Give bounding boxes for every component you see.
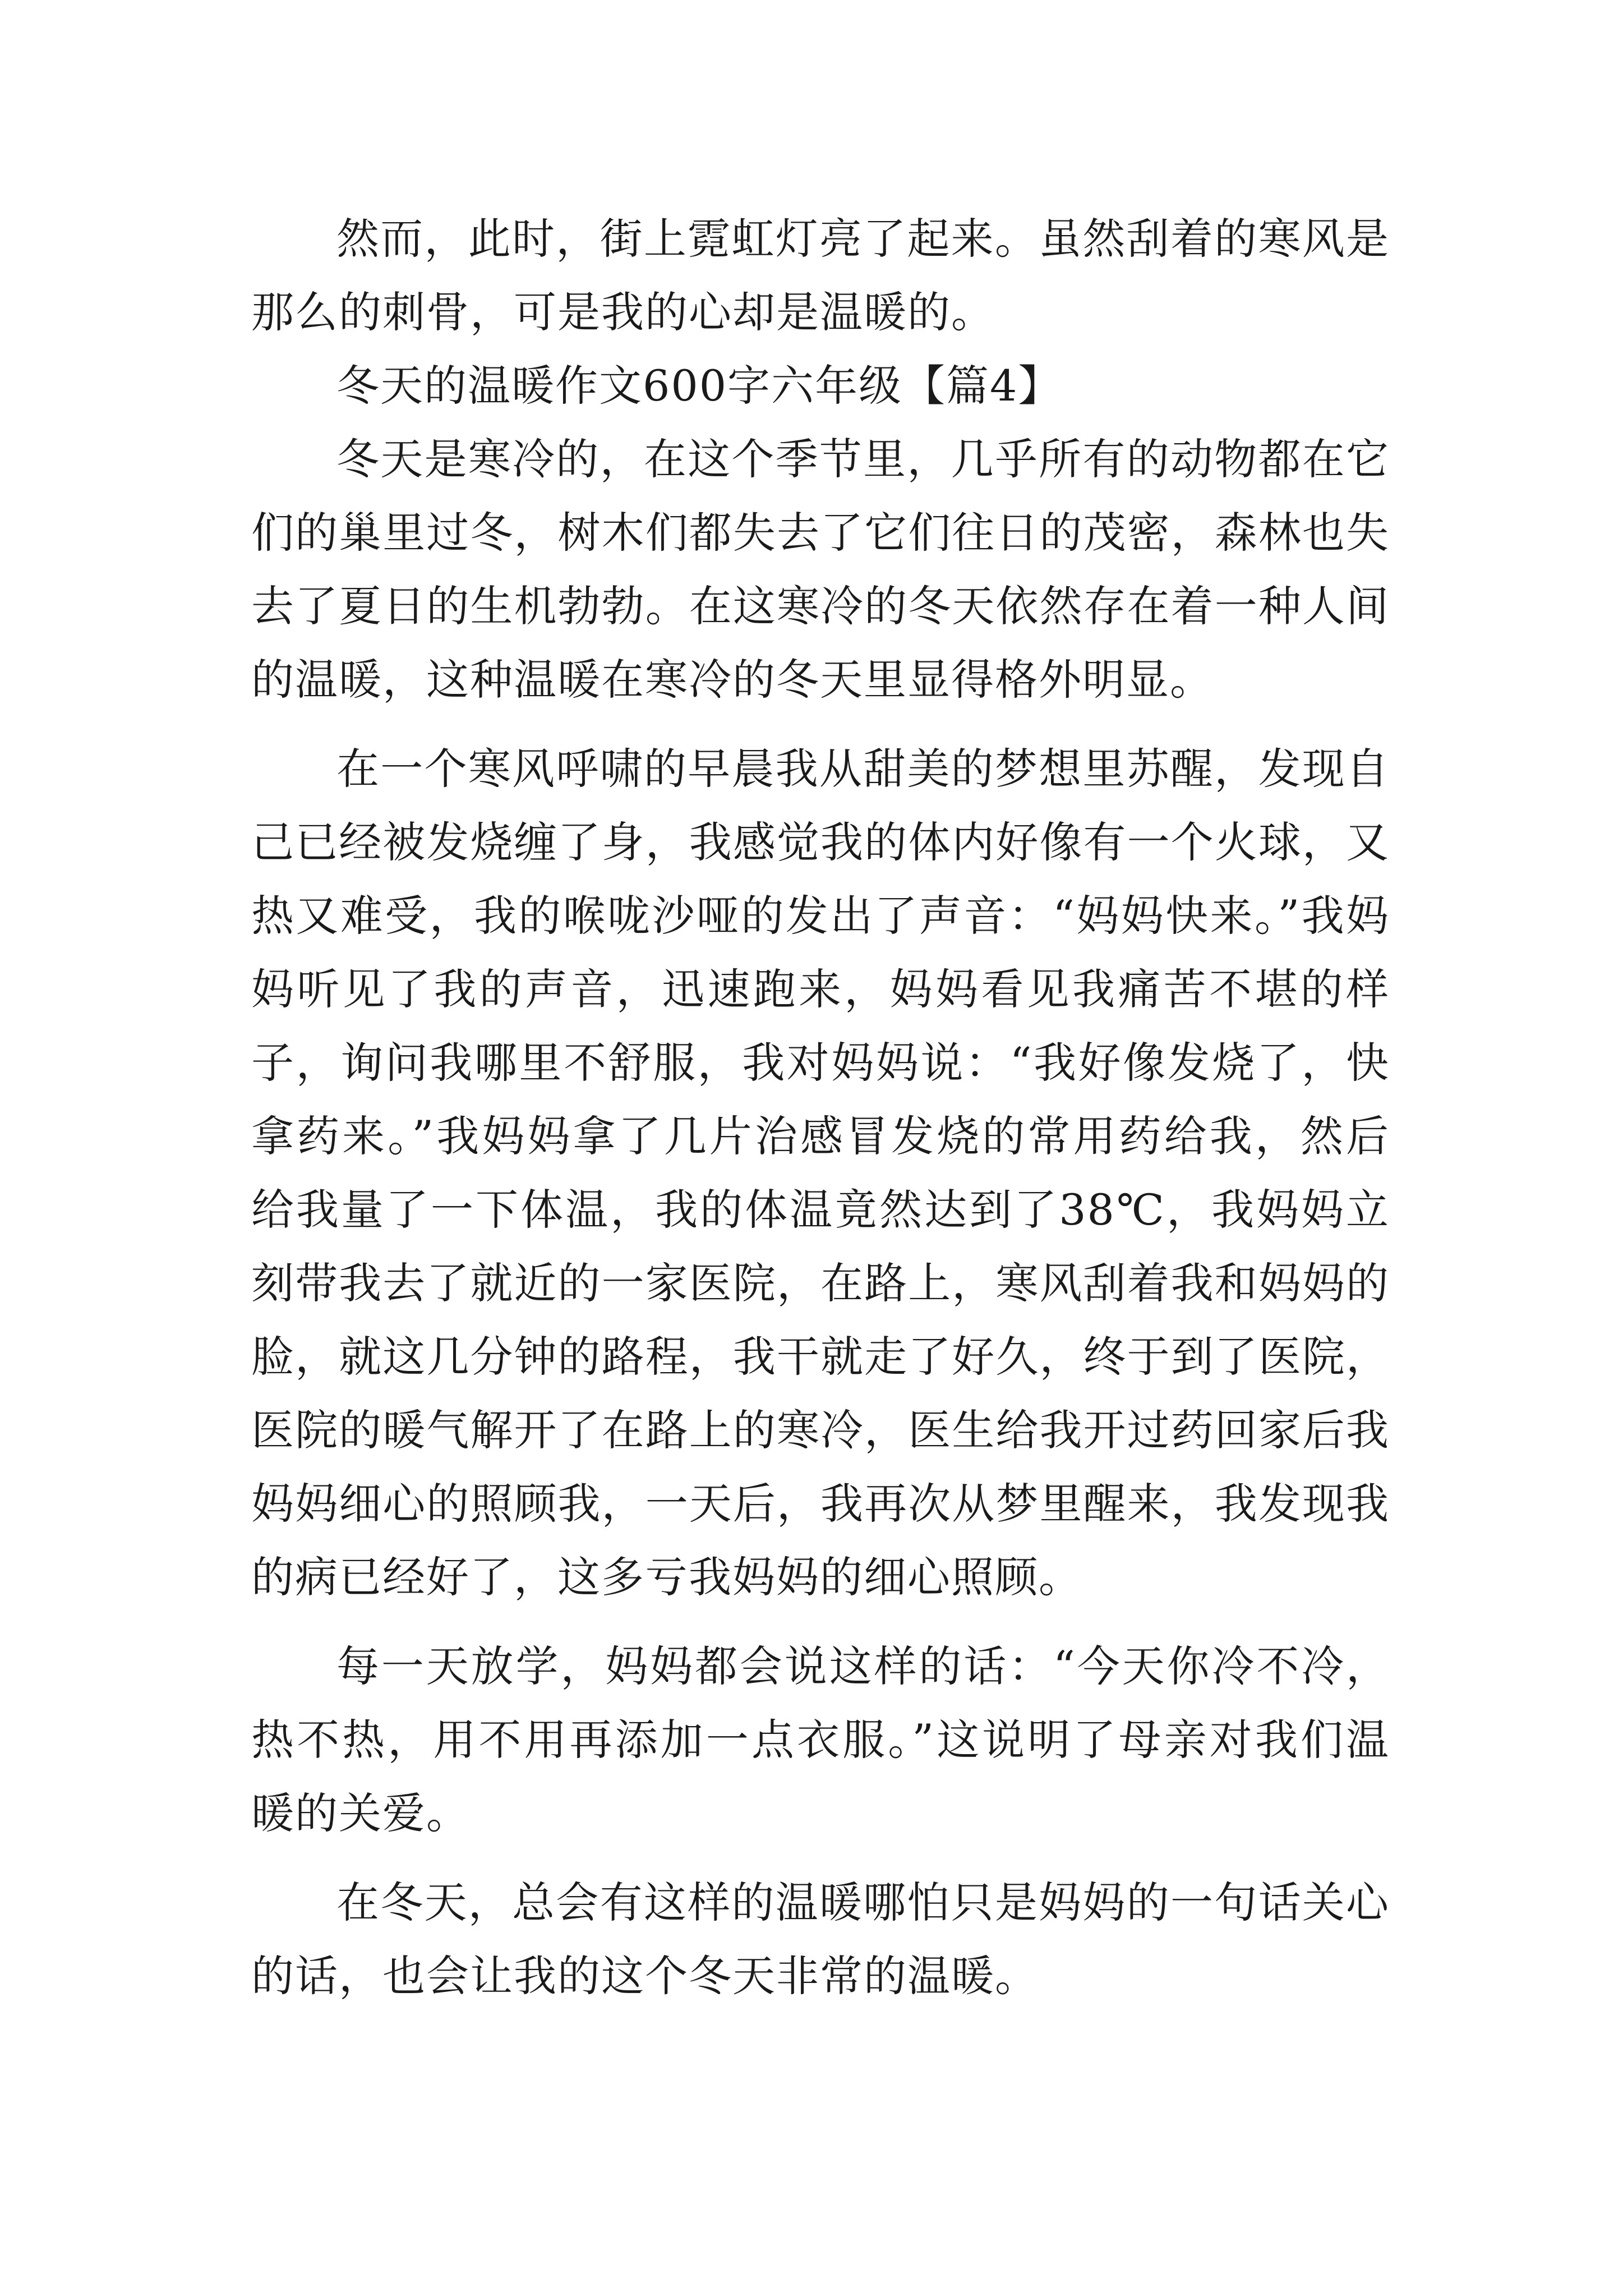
paragraph-2: 冬天是寒冷的，在这个季节里，几乎所有的动物都在它们的巢里过冬，树木们都失去了它们往日的茂密，森林也失去了夏日的生机勃勃。在这寒冷的冬天依然存在着一种人间的温暖，这种温暖在寒冷的冬天里显得格外明显。 (251, 434, 1390, 705)
paragraph-1: 然而，此时，街上霓虹灯亮了起来。虽然刮着的寒风是那么的刺骨，可是我的心却是温暖的。 (251, 214, 1390, 337)
section-heading: 冬天的温暖作文600字六年级【篇4】 (336, 361, 1062, 411)
paragraph-4: 每一天放学，妈妈都会说这样的话：“今天你冷不冷，热不热，用不用再添加一点衣服。”这说明了母亲对我们温暖的关爱。 (251, 1641, 1390, 1838)
paragraph-3: 在一个寒风呼啸的早晨我从甜美的梦想里苏醒，发现自己已经被发烧缠了身，我感觉我的体内好像有一个火球，又热又难受，我的喉咙沙哑的发出了声音：“妈妈快来。”我妈妈听见了我的声音，迅速跑来，妈妈看见我痛苦不堪的样子，询问我哪里不舒服，我对妈妈说：“我好像发烧了，快拿药来。”我妈妈拿了几片治感冒发烧的常用药给我，然后给我量了一下体温，我的体温竟然达到了38℃，我妈妈立刻带我去了就近的一家医院，在路上，寒风刮着我和妈妈的脸，就这几分钟的路程，我干就走了好久，终于到了医院，医院的暖气解开了在路上的寒冷，医生给我开过药回家后我妈妈细心的照顾我，一天后，我再次从梦里醒来，我发现我的病已经好了，这多亏我妈妈的细心照顾。 (251, 744, 1390, 1602)
paragraph-spacer (251, 1850, 1390, 1866)
paragraph-5: 在冬天，总会有这样的温暖哪怕只是妈妈的一句话关心的话，也会让我的这个冬天非常的温暖。 (251, 1878, 1390, 2001)
paragraph-spacer (251, 1614, 1390, 1630)
document-body (251, 202, 1390, 2013)
paragraph-spacer (251, 716, 1390, 732)
